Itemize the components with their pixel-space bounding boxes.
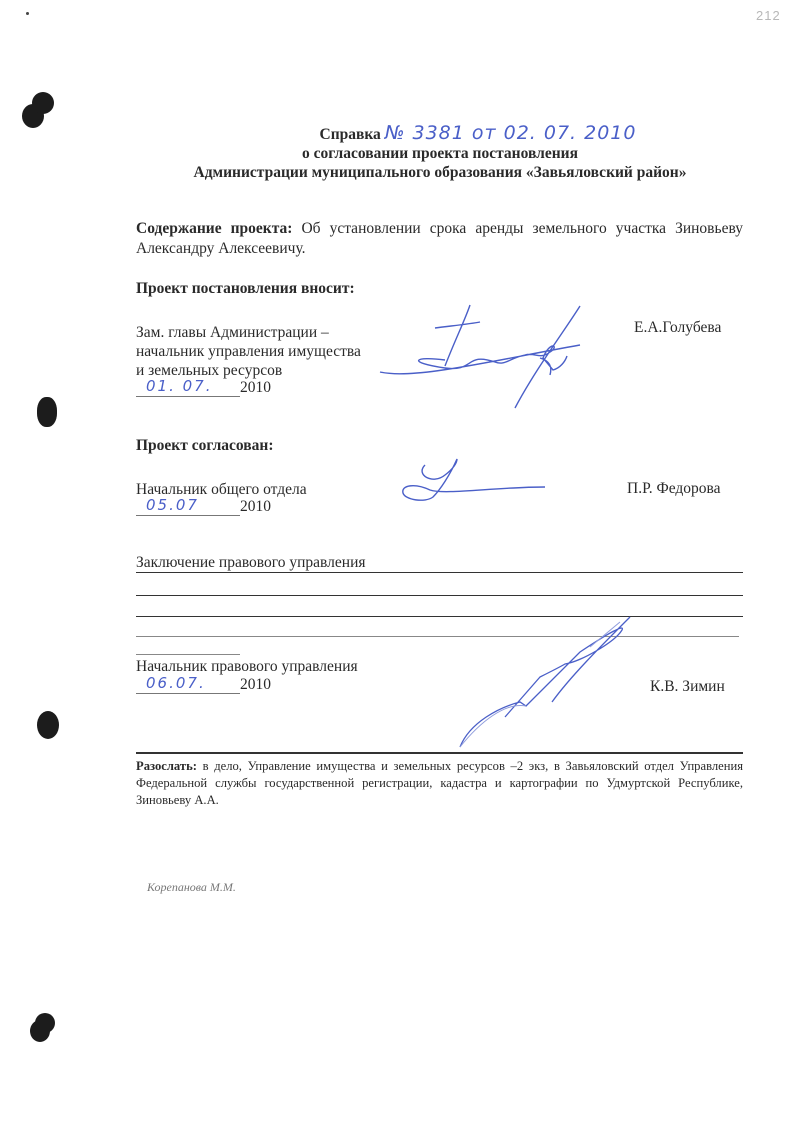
- signature-golubeva: [375, 300, 605, 410]
- handwritten-date: 01. 07.: [146, 377, 213, 395]
- project-content: [136, 219, 743, 259]
- submitter-position-line: Зам. главы Администрации –: [136, 324, 329, 341]
- handwritten-date: 06.07.: [146, 674, 206, 692]
- approver-position: Начальник общего отдела: [136, 481, 307, 498]
- short-line: [136, 654, 240, 655]
- date-year: 2010: [240, 498, 271, 515]
- distribution-list: [136, 752, 743, 809]
- approver-date: [136, 497, 271, 516]
- submitted-heading: Проект постановления вносит:: [136, 280, 355, 297]
- distribution-label: Разослать:: [136, 759, 197, 773]
- project-content-text: Об установлении срока аренды земельного участка Зиновьеву Александру Алексеевичу.: [136, 220, 743, 257]
- blank-line: [136, 595, 743, 596]
- distribution-text: в дело, Управление имущества и земельных ресурсов –2 экз, в Завьяловский отдел Управления Федеральной службы государственной регистрации, кадастра и картографии по Удмуртской Республике, Зиновьеву А.А.: [136, 759, 743, 807]
- scan-speck: [26, 12, 29, 15]
- date-year: 2010: [240, 379, 271, 396]
- handwritten-date: 05.07: [146, 496, 199, 514]
- signature-fedorova: [395, 455, 555, 510]
- page-number: 212: [756, 8, 781, 23]
- approved-heading: Проект согласован:: [136, 437, 274, 454]
- legal-date: [136, 675, 271, 694]
- date-year: 2010: [240, 676, 271, 693]
- title-organization: Администрации муниципального образования «Завьяловский район»: [193, 164, 687, 181]
- legal-position: Начальник правового управления: [136, 658, 358, 675]
- handwritten-registration-number: № 3381 от 02. 07. 2010: [384, 122, 637, 144]
- executor-name: Корепанова М.М.: [147, 880, 236, 894]
- title-heading: Справка: [319, 126, 381, 143]
- submitter-date: [136, 378, 271, 397]
- submitter-position-line: начальник управления имущества: [136, 343, 361, 360]
- project-content-label: Содержание проекта:: [136, 220, 293, 237]
- signature-zimin: [440, 612, 650, 752]
- submitter-name: Е.А.Голубева: [634, 319, 722, 336]
- punch-hole: [37, 711, 59, 739]
- punch-hole: [37, 397, 57, 427]
- approver-name: П.Р. Федорова: [627, 480, 721, 497]
- punch-hole: [35, 1013, 55, 1033]
- legal-name: К.В. Зимин: [650, 678, 725, 695]
- legal-heading: Заключение правового управления: [136, 554, 366, 571]
- title-subheading: о согласовании проекта постановления: [302, 145, 578, 162]
- document-title: [130, 124, 750, 182]
- submitter-position-line: и земельных ресурсов: [136, 362, 283, 379]
- blank-line: [136, 572, 743, 573]
- punch-hole: [32, 92, 54, 114]
